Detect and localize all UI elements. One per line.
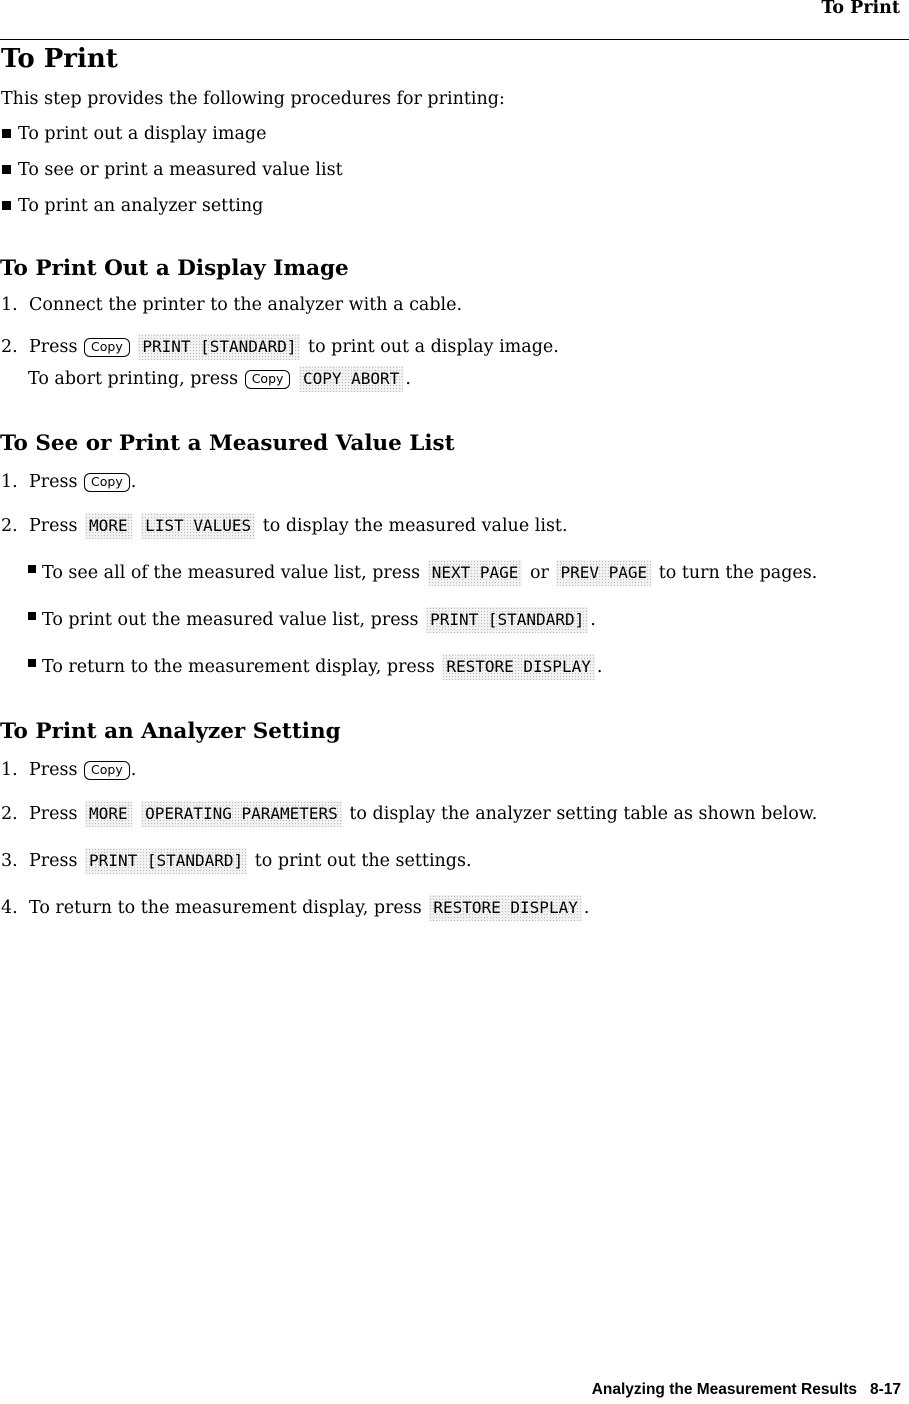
bullet-marker <box>2 129 11 138</box>
step-item: 4. To return to the measurement display, press RESTORE DISPLAY . <box>1 895 589 921</box>
softkey-print-standard: PRINT [STANDARD] <box>426 607 588 633</box>
step-item: 2. Press Copy PRINT [STANDARD] to print out a display image. <box>1 334 559 360</box>
softkey-prev-page: PREV PAGE <box>556 560 651 586</box>
sub-bullet: To return to the measurement display, press RESTORE DISPLAY . <box>28 654 602 680</box>
step-item: 3. Press PRINT [STANDARD] to print out the settings. <box>1 848 472 874</box>
copy-hardkey: Copy <box>84 338 130 357</box>
step-item: 2. Press MORE OPERATING PARAMETERS to display the analyzer setting table as shown below. <box>1 801 817 827</box>
copy-hardkey: Copy <box>84 761 130 780</box>
intro-bullet: To see or print a measured value list <box>2 160 343 180</box>
softkey-more: MORE <box>85 513 132 539</box>
step-note: To abort printing, press Copy COPY ABORT . <box>28 366 411 392</box>
page-title: To Print <box>1 44 118 74</box>
bullet-marker <box>2 165 11 174</box>
header-rule <box>0 39 909 40</box>
step-item: 2. Press MORE LIST VALUES to display the measured value list. <box>1 513 568 539</box>
softkey-operating-parameters: OPERATING PARAMETERS <box>141 801 342 827</box>
softkey-restore-display: RESTORE DISPLAY <box>442 654 595 680</box>
softkey-next-page: NEXT PAGE <box>428 560 523 586</box>
intro-bullet: To print an analyzer setting <box>2 196 263 216</box>
running-header: To Print <box>821 0 900 18</box>
intro-text: This step provides the following procedures for printing: <box>1 89 505 109</box>
step-item: 1. Press Copy . <box>1 760 137 780</box>
step-item: 1. Press Copy . <box>1 472 137 492</box>
copy-hardkey: Copy <box>245 370 291 389</box>
softkey-restore-display: RESTORE DISPLAY <box>429 895 582 921</box>
softkey-print-standard: PRINT [STANDARD] <box>138 334 300 360</box>
copy-hardkey: Copy <box>84 473 130 492</box>
bullet-marker <box>28 659 36 667</box>
sub-bullet: To see all of the measured value list, press NEXT PAGE or PREV PAGE to turn the pages. <box>28 560 817 586</box>
bullet-marker <box>28 612 36 620</box>
bullet-marker <box>28 565 36 573</box>
section-heading-analyzer-setting: To Print an Analyzer Setting <box>0 719 341 744</box>
footer-page-number: 8-17 <box>869 1381 901 1398</box>
section-heading-value-list: To See or Print a Measured Value List <box>0 431 455 456</box>
softkey-copy-abort: COPY ABORT <box>299 366 403 392</box>
softkey-print-standard: PRINT [STANDARD] <box>85 848 247 874</box>
intro-bullet: To print out a display image <box>2 124 267 144</box>
step-item: 1. Connect the printer to the analyzer with a cable. <box>1 295 463 315</box>
section-heading-display-image: To Print Out a Display Image <box>0 256 349 281</box>
softkey-list-values: LIST VALUES <box>141 513 255 539</box>
footer-chapter-title: Analyzing the Measurement Results <box>591 1381 857 1398</box>
sub-bullet: To print out the measured value list, press PRINT [STANDARD] . <box>28 607 596 633</box>
softkey-more: MORE <box>85 801 132 827</box>
bullet-marker <box>2 201 11 210</box>
